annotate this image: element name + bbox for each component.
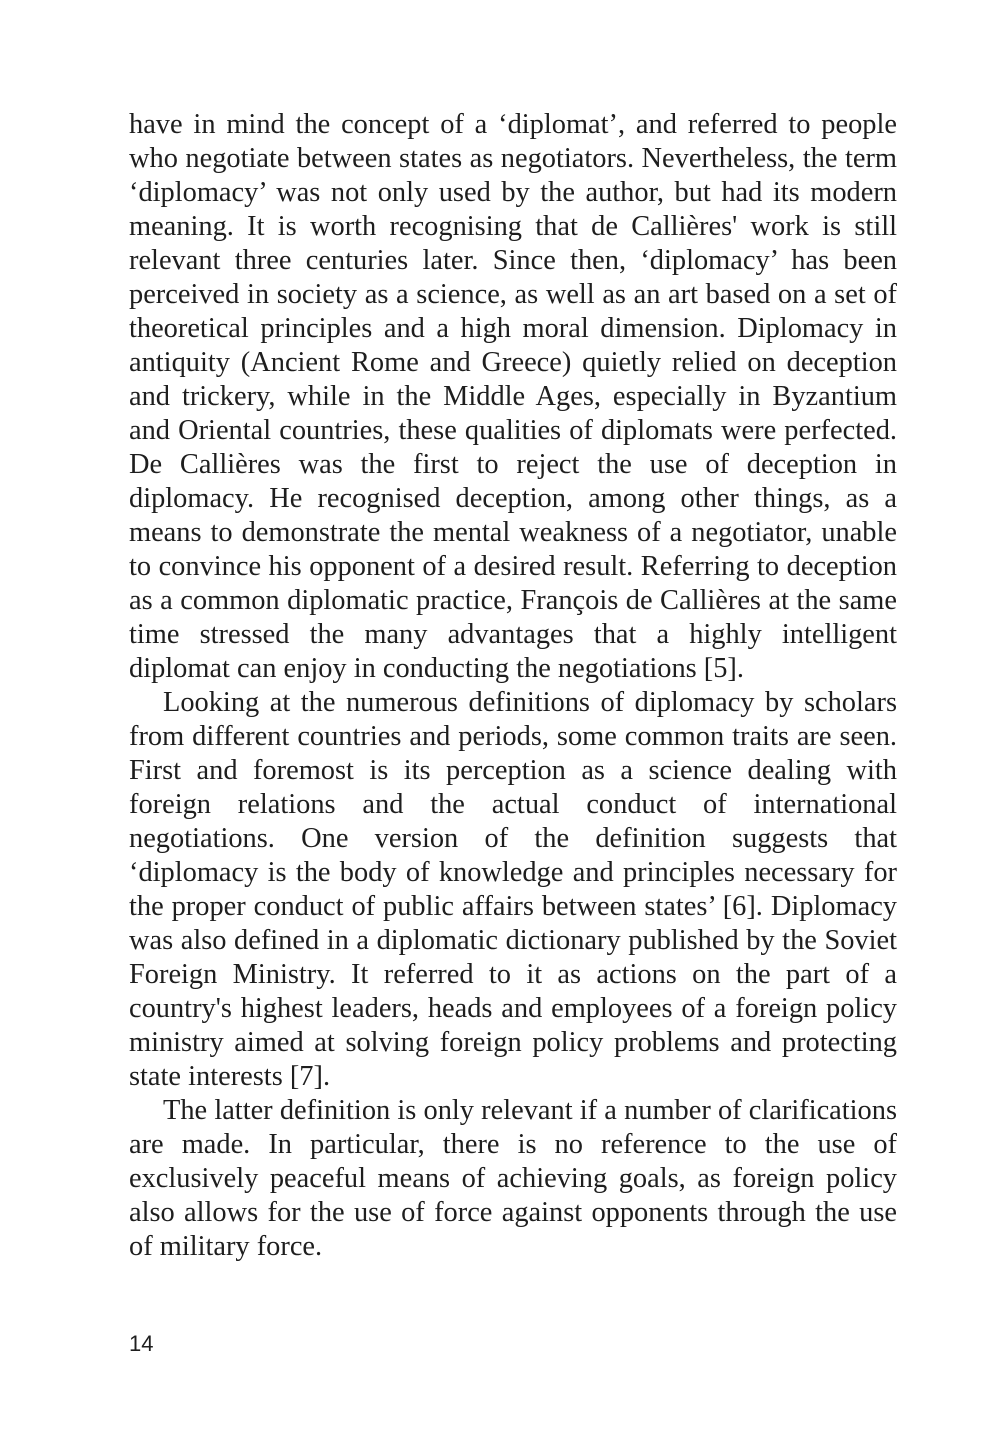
paragraph-definitions: Looking at the numerous definitions of diplomacy by scholars from different countries and periods, some common traits are seen. First and foremost is its perception as a science dealing with foreign relations and the actual conduct of international negotiations. One version of the definition suggests that ‘diplomacy is the body of knowledge and principles necessary for the proper conduct of public affairs between states’ [6]. Diplomacy was also defined in a diplomatic dictionary published by the Soviet Foreign Ministry. It referred to it as actions on the part of a country's highest leaders, heads and employees of a foreign policy ministry aimed at solving foreign policy problems and protecting state interests [7]. [129, 687, 897, 1092]
page-number: 14 [129, 1331, 154, 1356]
paragraph-continuation: have in mind the concept of a ‘diplomat’, and referred to people who negotiate between states as negotiators. Nevertheless, the term ‘diplomacy’ was not only used by the author, but had its modern meaning. It is worth recognising that de Callières' work is still relevant three centuries later. Since then, ‘diplomacy’ has been perceived in society as a science, as well as an art based on a set of theoretical principles and a high moral dimension. Diplomacy in antiquity (Ancient Rome and Greece) quietly relied on deception and trickery, while in the Middle Ages, especially in Byzantium and Oriental countries, these qualities of diplomats were perfected. De Callières was the first to reject the use of deception in diplomacy. He recognised deception, among other things, as a means to demonstrate the mental weakness of a negotiator, unable to convince his opponent of a desired result. Referring to deception as a common diplomatic practice, François de Callières at the same time stressed the many advantages that a highly intelligent diplomat can enjoy in conducting the negotiations [5]. [129, 109, 897, 684]
body-text [129, 108, 897, 1264]
paragraph-clarifications: The latter definition is only relevant if a number of clarifications are made. In particular, there is no reference to the use of exclusively peaceful means of achieving goals, as foreign policy also allows for the use of force against opponents through the use of military force. [129, 1095, 897, 1262]
